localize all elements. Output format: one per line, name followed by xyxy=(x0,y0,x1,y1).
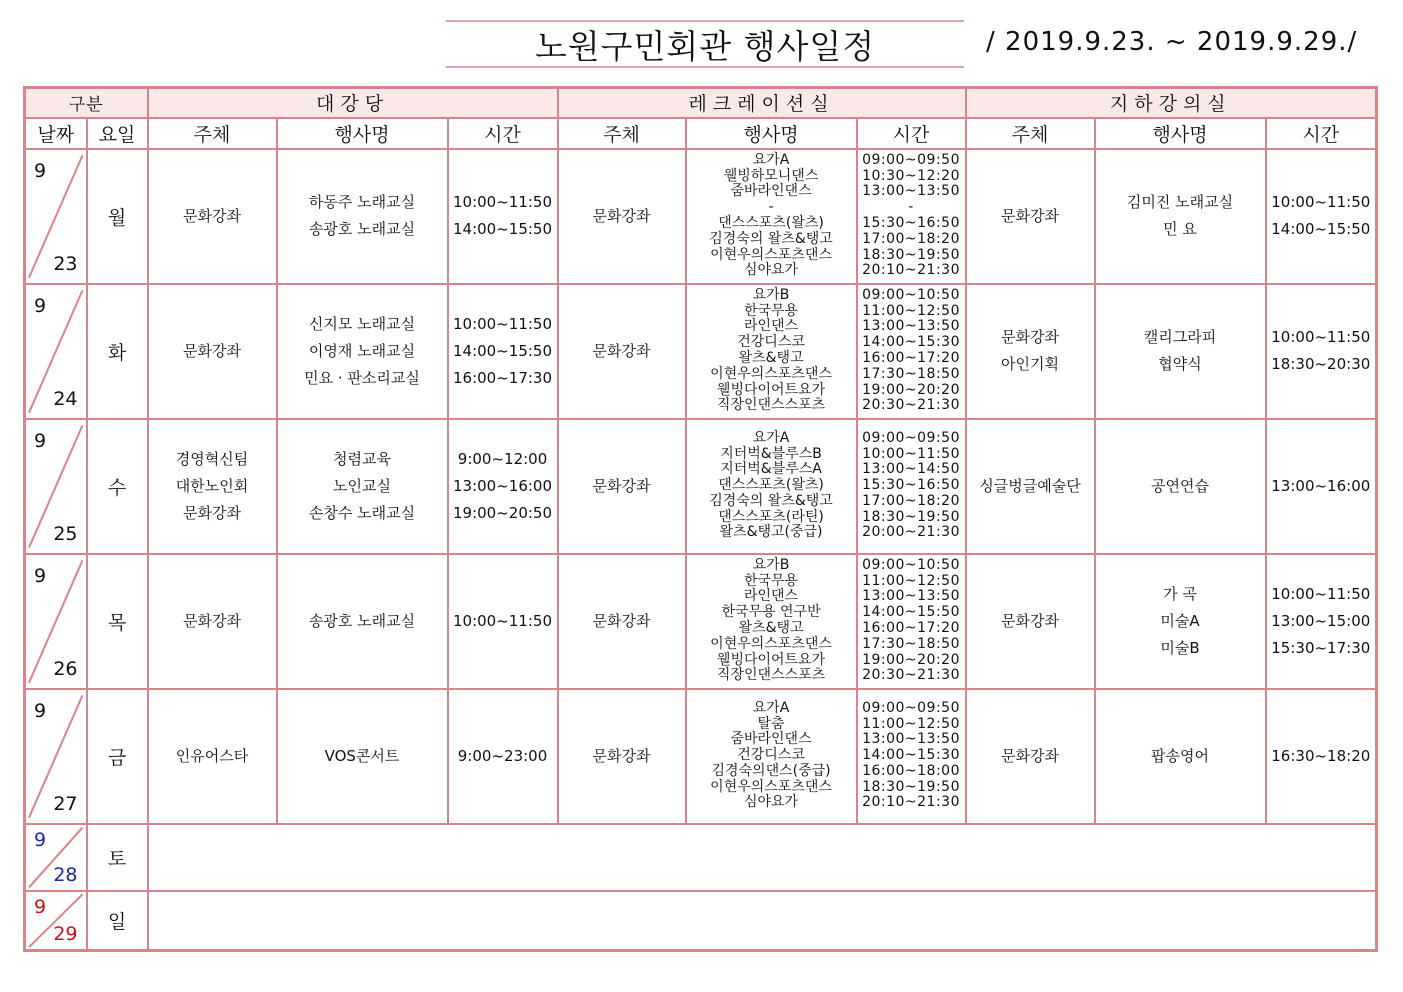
day-row xyxy=(25,149,1377,284)
auditorium-host-line: 대한노인회 xyxy=(175,476,249,495)
recreation-time-line: 11:00~12:50 xyxy=(862,572,960,589)
auditorium-host-line: 문화강좌 xyxy=(183,611,241,630)
basement-event-line: 민 요 xyxy=(1163,220,1197,238)
recreation-host-line: 문화강좌 xyxy=(592,476,651,495)
recreation-event-line: 요가B xyxy=(752,556,790,573)
auditorium-host-line: 인유어스타 xyxy=(175,746,249,765)
recreation-event-line: 웰빙다이어트요가 xyxy=(716,381,826,398)
recreation-event-line: 왈츠&탱고 xyxy=(738,620,804,636)
basement-host-header: 주체 xyxy=(966,118,1095,149)
auditorium-time xyxy=(448,554,558,689)
recreation-time-line: 20:10~21:30 xyxy=(862,262,960,279)
basement-host xyxy=(966,689,1095,824)
recreation-host xyxy=(558,149,686,284)
recreation-time xyxy=(857,689,966,824)
basement-header: 지하강의실 xyxy=(966,88,1377,118)
auditorium-host xyxy=(148,554,277,689)
recreation-event-line: 지터벅&블루스A xyxy=(720,461,822,478)
basement-host xyxy=(966,554,1095,689)
recreation-host xyxy=(558,689,686,824)
recreation-event-line: 건강디스코 xyxy=(737,747,805,764)
auditorium-time-line: 19:00~20:50 xyxy=(453,503,553,522)
recreation-time-line: 09:00~09:50 xyxy=(862,699,960,716)
page-title: 노원구민회관 행사일정 xyxy=(534,26,876,66)
recreation-event-line: 요가A xyxy=(752,699,790,716)
basement-time-line: 13:00~15:00 xyxy=(1271,611,1371,630)
recreation-event-line: 심야요가 xyxy=(743,262,799,279)
recreation-event-line: 이현우의스포츠댄스 xyxy=(710,246,832,263)
recreation-event-line: 요가A xyxy=(752,429,790,446)
day-row xyxy=(25,284,1377,419)
recreation-host-line: 문화강좌 xyxy=(592,206,651,225)
recreation-time-line: 17:30~18:50 xyxy=(862,365,960,382)
basement-host-line: 싱글벙글예술단 xyxy=(979,476,1081,495)
recreation-time-line: 16:00~18:00 xyxy=(862,762,960,779)
recreation-time-line: 18:30~19:50 xyxy=(862,246,960,263)
auditorium-event-line: 이영재 노래교실 xyxy=(308,341,416,360)
recreation-time-line: 19:00~20:20 xyxy=(862,651,960,668)
recreation-host-line: 문화강좌 xyxy=(592,746,651,765)
recreation-event xyxy=(686,554,857,689)
auditorium-event-line: 신지모 노래교실 xyxy=(308,314,416,333)
auditorium-event-line: 송광호 노래교실 xyxy=(308,220,416,238)
basement-time-line: 14:00~15:50 xyxy=(1271,220,1371,238)
auditorium-event xyxy=(277,149,448,284)
recreation-event-line: 직장인댄스스포츠 xyxy=(716,397,826,414)
schedule-period: / 2019.9.23. ~ 2019.9.29./ xyxy=(986,27,1358,57)
auditorium-event-line: 청렴교육 xyxy=(333,449,391,468)
auditorium-event xyxy=(277,554,448,689)
date-month: 9 xyxy=(34,294,47,317)
recreation-time-line: 17:00~18:20 xyxy=(862,492,960,509)
recreation-event-line: 이현우의스포츠댄스 xyxy=(710,778,832,795)
auditorium-time xyxy=(448,149,558,284)
recreation-time-line: 20:30~21:30 xyxy=(862,667,960,684)
group-header-row xyxy=(25,88,1377,118)
recreation-time-line: 14:00~15:50 xyxy=(862,604,960,621)
basement-time-header: 시간 xyxy=(1266,118,1377,149)
basement-time xyxy=(1266,554,1377,689)
recreation-event-line: - xyxy=(768,199,774,216)
recreation-event-line: 왈츠&탱고(중급) xyxy=(719,524,823,541)
date-column-header: 날짜 xyxy=(25,118,87,149)
recreation-event-line: 지터벅&블루스B xyxy=(720,445,822,462)
recreation-time-line: 18:30~19:50 xyxy=(862,778,960,795)
auditorium-event-line: 손창수 노래교실 xyxy=(308,503,416,522)
recreation-host-header: 주체 xyxy=(558,118,686,149)
day-row xyxy=(25,689,1377,824)
date-month: 9 xyxy=(34,895,47,918)
basement-host-line: 문화강좌 xyxy=(1001,746,1060,765)
auditorium-event-line: 노인교실 xyxy=(333,476,391,495)
auditorium-time-line: 10:00~11:50 xyxy=(453,193,553,211)
auditorium-time xyxy=(448,689,558,824)
basement-time-line: 15:30~17:30 xyxy=(1271,638,1371,657)
auditorium-time-header: 시간 xyxy=(448,118,558,149)
recreation-time-line: 16:00~17:20 xyxy=(862,350,960,366)
recreation-time xyxy=(857,554,966,689)
auditorium-event-header: 행사명 xyxy=(277,118,448,149)
auditorium-host xyxy=(148,284,277,419)
auditorium-host-line: 문화강좌 xyxy=(183,341,241,360)
weekend-row xyxy=(25,891,1377,951)
auditorium-event-line: 민요 · 판소리교실 xyxy=(304,368,420,387)
weekday-column-header: 요일 xyxy=(87,118,148,149)
day-row xyxy=(25,419,1377,554)
recreation-time-line: 09:00~10:50 xyxy=(862,286,960,303)
recreation-time-line: 13:00~14:50 xyxy=(862,461,960,478)
recreation-event-line: 줌바라인댄스 xyxy=(730,731,812,748)
auditorium-host xyxy=(148,149,277,284)
basement-time xyxy=(1266,149,1377,284)
auditorium-time-line: 10:00~11:50 xyxy=(453,611,553,630)
auditorium-time-line: 16:00~17:30 xyxy=(453,368,553,387)
recreation-event-line: 심야요가 xyxy=(743,794,799,811)
basement-event-line: 미술B xyxy=(1160,638,1200,657)
recreation-time-line: 13:00~13:50 xyxy=(862,183,960,200)
category-header: 구분 xyxy=(25,88,148,118)
weekday-cell: 일 xyxy=(87,891,148,951)
recreation-time xyxy=(857,419,966,554)
basement-time xyxy=(1266,284,1377,419)
basement-host-line: 아인기획 xyxy=(1001,355,1060,373)
basement-host xyxy=(966,419,1095,554)
auditorium-event-line: VOS콘서트 xyxy=(324,746,400,765)
recreation-time-line: 16:00~17:20 xyxy=(862,620,960,636)
recreation-event-line: 이현우의스포츠댄스 xyxy=(710,635,832,652)
auditorium-host-line: 문화강좌 xyxy=(183,206,241,225)
auditorium-time-line: 14:00~15:50 xyxy=(453,220,553,238)
recreation-time-line: 15:30~16:50 xyxy=(862,215,960,231)
recreation-host-line: 문화강좌 xyxy=(592,341,651,360)
empty-schedule-cell xyxy=(148,891,1377,951)
recreation-time-line: - xyxy=(908,199,914,216)
day-row xyxy=(25,554,1377,689)
recreation-event-line: 댄스스포츠(왈츠) xyxy=(718,215,824,231)
recreation-event-line: 댄스스포츠(라틴) xyxy=(718,508,824,525)
recreation-time-line: 20:10~21:30 xyxy=(862,794,960,811)
auditorium-event-line: 하동주 노래교실 xyxy=(308,193,416,211)
date-month: 9 xyxy=(34,159,47,182)
recreation-event-line: 요가A xyxy=(752,151,790,168)
recreation-event-line: 한국무용 xyxy=(743,302,799,319)
basement-event xyxy=(1095,554,1266,689)
date-month: 9 xyxy=(34,699,47,722)
auditorium-event xyxy=(277,419,448,554)
weekday-cell: 수 xyxy=(87,419,148,554)
date-cell xyxy=(25,284,87,419)
date-day: 25 xyxy=(53,522,78,545)
date-cell xyxy=(25,824,87,891)
basement-host-line: 문화강좌 xyxy=(1001,611,1060,630)
weekday-cell: 월 xyxy=(87,149,148,284)
recreation-time-line: 13:00~13:50 xyxy=(862,318,960,335)
auditorium-time xyxy=(448,284,558,419)
date-cell xyxy=(25,891,87,951)
auditorium-host-line: 문화강좌 xyxy=(183,503,241,522)
recreation-host-line: 문화강좌 xyxy=(592,611,651,630)
basement-event-line: 협약식 xyxy=(1158,355,1202,373)
basement-event xyxy=(1095,284,1266,419)
auditorium-time-line: 9:00~23:00 xyxy=(457,746,548,765)
date-month: 9 xyxy=(34,564,47,587)
basement-event xyxy=(1095,419,1266,554)
recreation-time-line: 14:00~15:30 xyxy=(862,747,960,764)
auditorium-host xyxy=(148,689,277,824)
recreation-time-header: 시간 xyxy=(857,118,966,149)
recreation-time-line: 11:00~12:50 xyxy=(862,302,960,319)
basement-time-line: 13:00~16:00 xyxy=(1271,476,1371,495)
basement-host xyxy=(966,149,1095,284)
date-day: 26 xyxy=(53,657,78,680)
basement-time xyxy=(1266,689,1377,824)
recreation-time-line: 17:30~18:50 xyxy=(862,635,960,652)
auditorium-host-header: 주체 xyxy=(148,118,277,149)
recreation-time-line: 14:00~15:30 xyxy=(862,334,960,351)
recreation-event-line: 이현우의스포츠댄스 xyxy=(710,365,832,382)
recreation-time xyxy=(857,149,966,284)
date-cell xyxy=(25,554,87,689)
recreation-event-line: 건강디스코 xyxy=(737,334,805,351)
basement-event-line: 팝송영어 xyxy=(1151,746,1210,765)
recreation-time-line: 19:00~20:20 xyxy=(862,381,960,398)
basement-time-line: 18:30~20:30 xyxy=(1271,355,1371,373)
recreation-time-line: 10:00~11:50 xyxy=(862,445,960,462)
date-day: 28 xyxy=(53,863,78,886)
basement-event xyxy=(1095,149,1266,284)
basement-event-line: 김미진 노래교실 xyxy=(1126,193,1234,211)
auditorium-time-line: 13:00~16:00 xyxy=(453,476,553,495)
recreation-time-line: 20:30~21:30 xyxy=(862,397,960,414)
recreation-time-line: 09:00~10:50 xyxy=(862,556,960,573)
basement-event-line: 공연연습 xyxy=(1151,476,1210,495)
date-cell xyxy=(25,689,87,824)
auditorium-time xyxy=(448,419,558,554)
schedule-body xyxy=(25,149,1377,951)
recreation-event xyxy=(686,689,857,824)
recreation-time xyxy=(857,284,966,419)
recreation-time-line: 18:30~19:50 xyxy=(862,508,960,525)
weekday-cell: 목 xyxy=(87,554,148,689)
recreation-time-line: 10:30~12:20 xyxy=(862,167,960,184)
recreation-event-line: 요가B xyxy=(752,286,790,303)
auditorium-header: 대강당 xyxy=(148,88,558,118)
basement-time-line: 16:30~18:20 xyxy=(1271,746,1371,765)
basement-event-line: 가 곡 xyxy=(1163,584,1197,603)
auditorium-event xyxy=(277,689,448,824)
basement-host-line: 문화강좌 xyxy=(1001,328,1060,346)
recreation-event-line: 댄스스포츠(왈츠) xyxy=(718,477,824,494)
date-day: 23 xyxy=(53,252,78,275)
basement-event-header: 행사명 xyxy=(1095,118,1266,149)
auditorium-host-line: 경영혁신팀 xyxy=(175,449,249,468)
recreation-event-line: 김경숙의 왈츠&탱고 xyxy=(709,492,833,509)
empty-schedule-cell xyxy=(148,824,1377,891)
recreation-time-line: 15:30~16:50 xyxy=(862,477,960,494)
recreation-event-line: 김경숙의 왈츠&탱고 xyxy=(709,230,833,247)
auditorium-time-line: 10:00~11:50 xyxy=(453,314,553,333)
basement-host xyxy=(966,284,1095,419)
title-box xyxy=(446,20,964,68)
basement-event-line: 미술A xyxy=(1160,611,1200,630)
auditorium-time-line: 14:00~15:50 xyxy=(453,341,553,360)
auditorium-host xyxy=(148,419,277,554)
recreation-event-line: 왈츠&탱고 xyxy=(738,350,804,366)
recreation-host xyxy=(558,554,686,689)
recreation-time-line: 20:00~21:30 xyxy=(862,524,960,541)
weekday-cell: 화 xyxy=(87,284,148,419)
basement-event xyxy=(1095,689,1266,824)
basement-time-line: 10:00~11:50 xyxy=(1271,328,1371,346)
recreation-event-header: 행사명 xyxy=(686,118,857,149)
auditorium-event xyxy=(277,284,448,419)
recreation-time-line: 09:00~09:50 xyxy=(862,429,960,446)
recreation-event-line: 라인댄스 xyxy=(743,588,799,605)
sub-header-row xyxy=(25,118,1377,149)
recreation-time-line: 13:00~13:50 xyxy=(862,588,960,605)
recreation-event-line: 한국무용 연구반 xyxy=(721,604,821,621)
basement-time xyxy=(1266,419,1377,554)
recreation-time-line: 11:00~12:50 xyxy=(862,715,960,732)
recreation-time-line: 13:00~13:50 xyxy=(862,731,960,748)
recreation-event-line: 직장인댄스스포츠 xyxy=(716,667,826,684)
recreation-event-line: 한국무용 xyxy=(743,572,799,589)
basement-event-line: 캘리그라피 xyxy=(1143,328,1217,346)
recreation-time-line: 17:00~18:20 xyxy=(862,230,960,247)
recreation-event-line: 김경숙의댄스(중급) xyxy=(711,762,831,779)
recreation-event-line: 탈춤 xyxy=(757,715,785,732)
date-month: 9 xyxy=(34,828,47,851)
recreation-event-line: 웰빙하모니댄스 xyxy=(723,167,819,184)
basement-time-line: 10:00~11:50 xyxy=(1271,584,1371,603)
auditorium-event-line: 송광호 노래교실 xyxy=(308,611,416,630)
recreation-host xyxy=(558,284,686,419)
schedule-table xyxy=(23,86,1378,952)
recreation-event xyxy=(686,284,857,419)
date-day: 27 xyxy=(53,792,78,815)
date-cell xyxy=(25,149,87,284)
date-day: 24 xyxy=(53,387,78,410)
auditorium-time-line: 9:00~12:00 xyxy=(457,449,548,468)
date-month: 9 xyxy=(34,429,47,452)
basement-time-line: 10:00~11:50 xyxy=(1271,193,1371,211)
recreation-event-line: 라인댄스 xyxy=(743,318,799,335)
date-cell xyxy=(25,419,87,554)
recreation-header: 레크레이션실 xyxy=(558,88,966,118)
recreation-host xyxy=(558,419,686,554)
basement-host-line: 문화강좌 xyxy=(1001,206,1060,225)
weekend-row xyxy=(25,824,1377,891)
weekday-cell: 금 xyxy=(87,689,148,824)
date-day: 29 xyxy=(53,923,78,945)
recreation-event xyxy=(686,419,857,554)
recreation-event-line: 줌바라인댄스 xyxy=(730,183,812,200)
recreation-time-line: 09:00~09:50 xyxy=(862,151,960,168)
recreation-event xyxy=(686,149,857,284)
recreation-event-line: 웰빙다이어트요가 xyxy=(716,651,826,668)
weekday-cell: 토 xyxy=(87,824,148,891)
